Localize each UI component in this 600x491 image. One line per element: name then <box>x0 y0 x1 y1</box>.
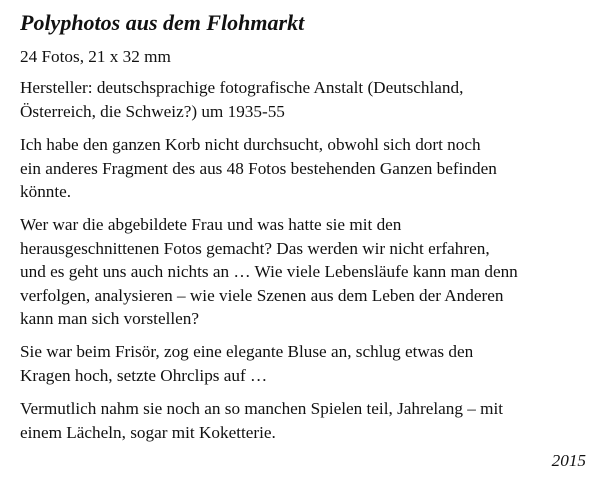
text-line: verfolgen, analysieren – wie viele Szenen aus dem Leben der Anderen <box>20 285 504 305</box>
text-line: einem Lächeln, sogar mit Koketterie. <box>20 422 276 442</box>
text-line: könnte. <box>20 182 72 202</box>
text-line: Ich habe den ganzen Korb nicht durchsucht, obwohl sich dort noch <box>20 135 481 155</box>
games-paragraph <box>20 397 586 444</box>
text-line: Sie war beim Frisör, zog eine elegante Bluse an, schlug etwas den <box>20 342 474 362</box>
document-title: Polyphotos aus dem Flohmarkt <box>20 10 305 35</box>
photo-count-paragraph <box>20 45 586 68</box>
text-line: herausgeschnittenen Fotos gemacht? Das werden wir nicht erfahren, <box>20 238 490 258</box>
text-line: Wer war die abgebildete Frau und was hatte sie mit den <box>20 215 402 235</box>
basket-paragraph <box>20 133 586 203</box>
hairdresser-paragraph <box>20 340 586 387</box>
text-line: kann man sich vorstellen? <box>20 309 199 329</box>
manufacturer-paragraph <box>20 76 586 123</box>
text-line: Österreich, die Schweiz?) um 1935-55 <box>20 101 285 121</box>
year-label: 2015 <box>551 451 586 470</box>
text-line: Hersteller: deutschsprachige fotografische Anstalt (Deutschland, <box>20 78 464 98</box>
text-line: und es geht uns auch nichts an … Wie viele Lebensläufe kann man denn <box>20 262 518 282</box>
text-line: 24 Fotos, 21 x 32 mm <box>20 47 171 66</box>
question-paragraph <box>20 213 586 330</box>
text-line: Vermutlich nahm sie noch an so manchen Spielen teil, Jahrelang – mit <box>20 399 504 419</box>
text-line: ein anderes Fragment des aus 48 Fotos bestehenden Ganzen befinden <box>20 158 497 178</box>
text-line: Kragen hoch, setzte Ohrclips auf … <box>20 365 268 385</box>
